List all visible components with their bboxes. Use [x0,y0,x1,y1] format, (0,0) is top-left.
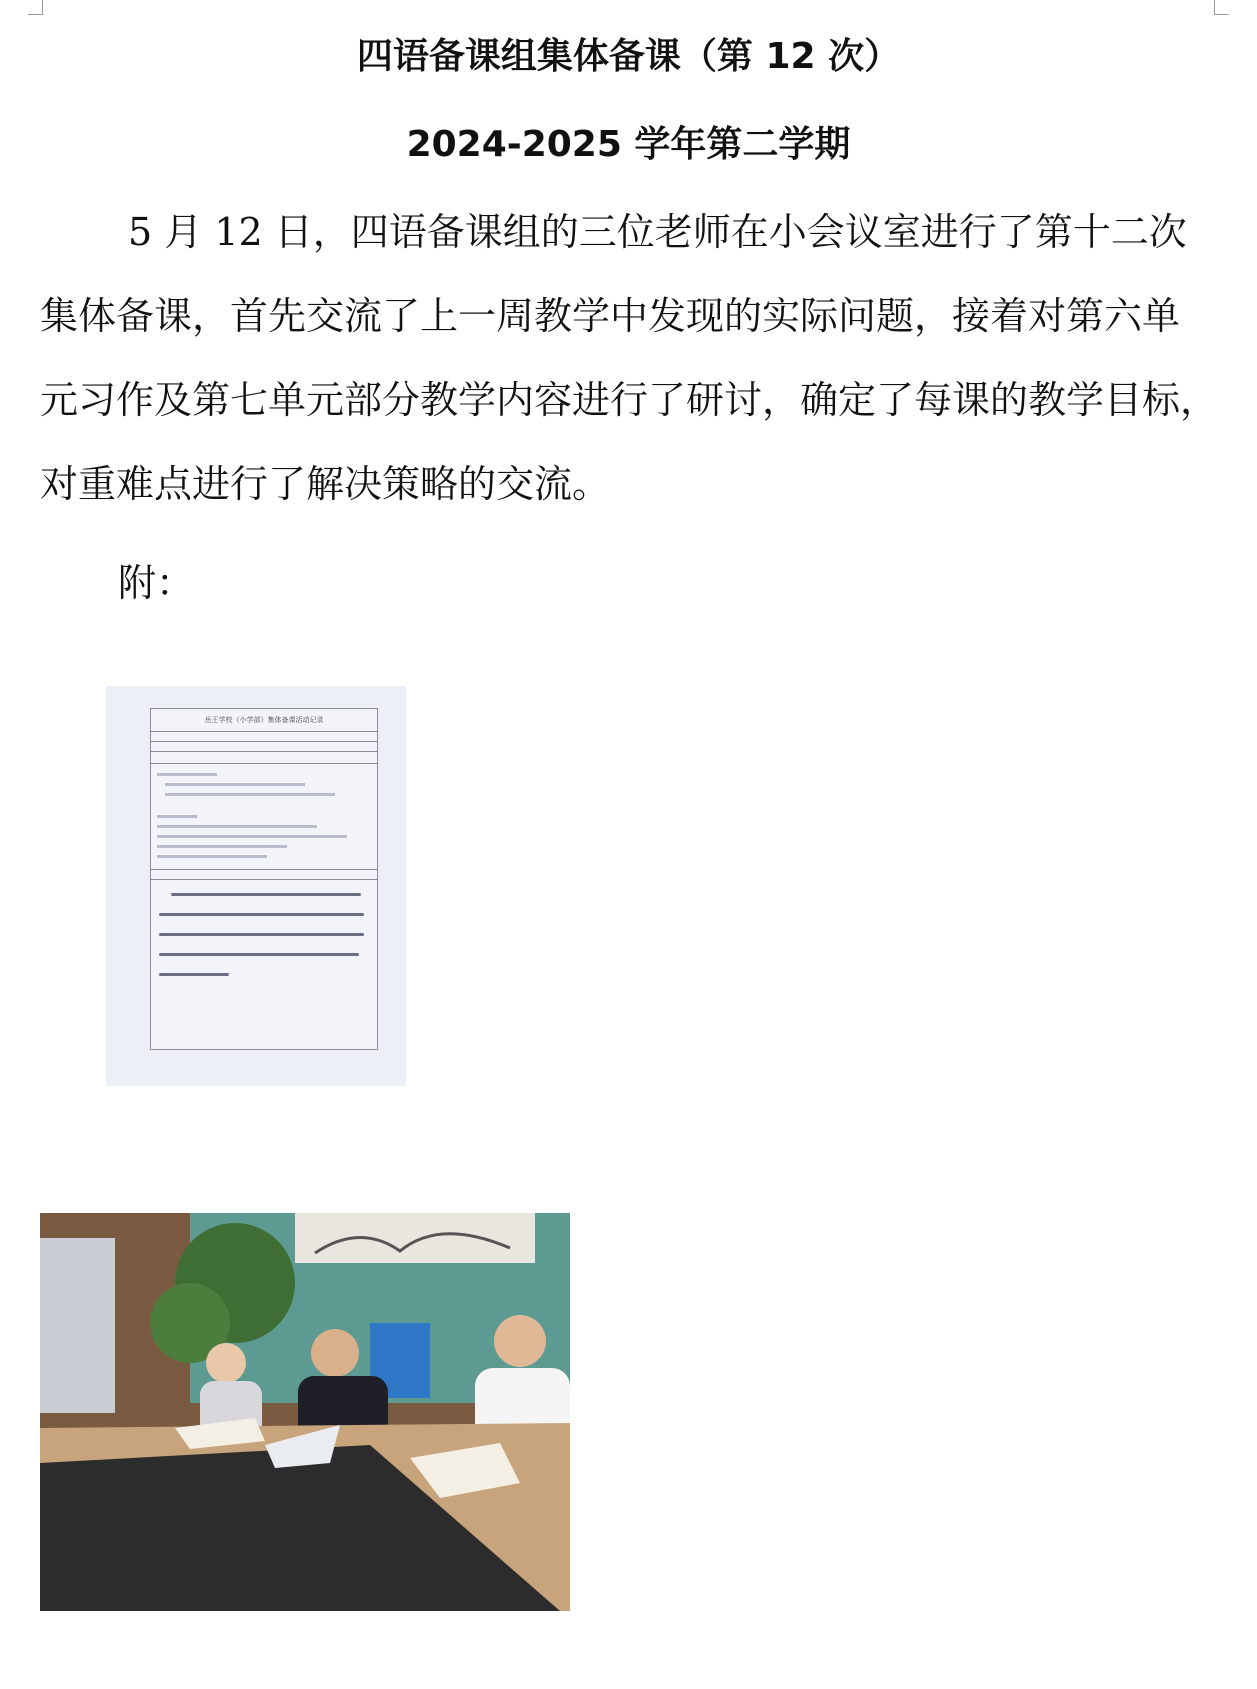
form-text-line [165,783,305,786]
meeting-photo-illustration [40,1213,570,1611]
form-sheet [150,708,378,1050]
appendix-label: 附： [118,561,195,605]
document-subtitle: 2024-2025 学年第二学期 [406,124,851,165]
person-left-head [206,1343,246,1383]
form-text-line [157,835,347,838]
paragraph-line: 集体备课，首先交流了上一周教学中发现的实际问题，接着对第六单 [40,294,1181,338]
handwriting-line [171,893,361,896]
form-heading: 岳王学校（小学部）集体备课活动记录 [204,716,324,724]
page-corner-mark-right [1214,0,1229,15]
form-table-rule [151,763,377,764]
form-text-line [165,793,335,796]
form-text-line [157,815,197,818]
filing-cabinet [40,1238,115,1413]
form-text-line [157,855,267,858]
handwriting-line [159,913,364,916]
document-title: 四语备课组集体备课（第 12 次） [356,36,901,77]
person-middle-head [311,1329,359,1377]
form-text-line [157,845,287,848]
paragraph-line: 5 月 12 日，四语备课组的三位老师在小会议室进行了第十二次 [128,210,1187,254]
wall-painting [295,1213,535,1263]
scanned-record-form-image [106,686,406,1086]
page-corner-mark-left [28,0,43,15]
handwriting-line [159,933,364,936]
person-right-head [494,1315,546,1367]
form-table-rule [151,869,377,870]
handwriting-line [159,973,229,976]
body-paragraph [40,190,1240,526]
form-text-line [157,825,317,828]
form-table-rule [151,879,377,880]
form-text-line [157,773,217,776]
form-table-rule [151,731,377,732]
form-table-rule [151,741,377,742]
paragraph-line: 对重难点进行了解决策略的交流。 [40,462,611,506]
handwriting-line [159,953,359,956]
meeting-photo [40,1213,570,1611]
form-table-rule [151,751,377,752]
paragraph-line: 元习作及第七单元部分教学内容进行了研讨，确定了每课的教学目标， [40,378,1219,422]
